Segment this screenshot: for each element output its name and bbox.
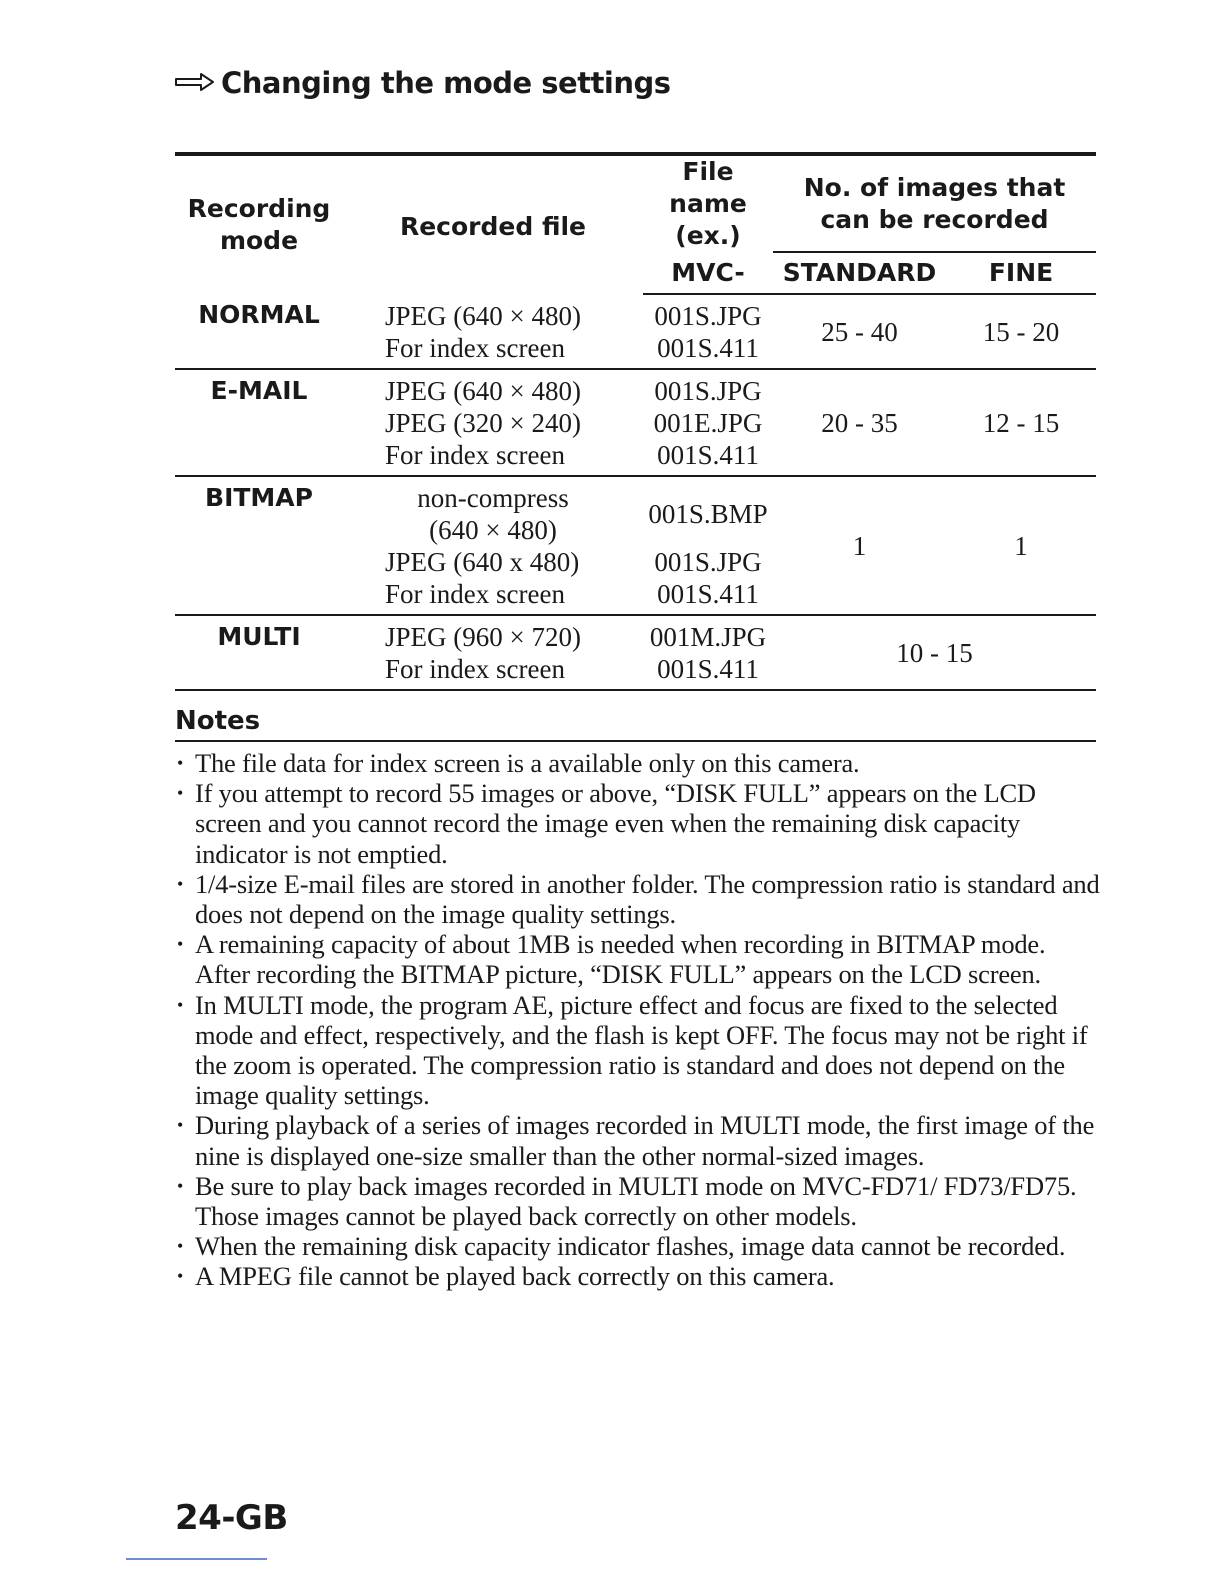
file-line: For index screen — [385, 440, 565, 470]
filename-cell — [643, 615, 773, 690]
note-item — [175, 778, 1105, 869]
header-recorded-file: Recorded file — [343, 154, 643, 294]
mode-cell: E-MAIL — [175, 369, 343, 476]
note-item — [175, 929, 1105, 989]
filename-line: 001M.JPG — [649, 622, 767, 652]
filename-line: 001S.411 — [657, 333, 759, 363]
table-row — [175, 476, 1096, 615]
note-text: A MPEG file cannot be played back correctly on this camera. — [195, 1261, 835, 1292]
header-file-prefix: MVC- — [643, 252, 773, 294]
mode-cell: MULTI — [175, 615, 343, 690]
file-line: JPEG (640 x 480) — [385, 547, 580, 577]
note-item — [175, 1231, 1105, 1261]
combined-count: 10 - 15 — [773, 615, 1096, 690]
file-cell — [343, 476, 643, 615]
bullet-icon: • — [177, 753, 184, 773]
note-text: Be sure to play back images recorded in MULTI mode on MVC-FD71/ FD73/FD75. Those images cannot be played back correctly on other models. — [195, 1170, 1077, 1232]
bullet-icon: • — [177, 934, 184, 955]
page-number: 24-GB — [175, 1498, 288, 1538]
note-item — [175, 869, 1105, 929]
filename-line: 001S.BMP — [648, 499, 768, 529]
file-cell — [343, 369, 643, 476]
file-line: JPEG (640 × 480) — [385, 300, 581, 331]
note-item — [175, 748, 1105, 778]
standard-count: 20 - 35 — [773, 369, 946, 476]
page-title — [175, 66, 671, 100]
file-line: For index screen — [385, 332, 565, 363]
filename-line: 001S.411 — [657, 440, 759, 470]
note-text: The file data for index screen is a available only on this camera. — [195, 748, 860, 778]
filename-line: 001S.411 — [657, 654, 759, 684]
bullet-icon: • — [177, 994, 184, 1015]
header-fine: FINE — [946, 252, 1096, 294]
filename-line: 001S.JPG — [654, 301, 762, 331]
header-image-count: No. of images that can be recorded — [773, 154, 1096, 252]
bullet-icon: • — [177, 783, 184, 804]
table-row — [175, 615, 1096, 690]
note-item — [175, 1171, 1105, 1231]
file-line: JPEG (320 × 240) — [385, 408, 581, 438]
standard-count: 1 — [773, 476, 946, 615]
title-text: Changing the mode settings — [221, 66, 671, 100]
note-text: 1/4-size E-mail files are stored in another folder. The compression ratio is standard and does not depend on the image quality settings. — [195, 868, 1100, 930]
standard-count: 25 - 40 — [773, 294, 946, 369]
filename-cell — [643, 369, 773, 476]
file-line: (640 × 480) — [429, 515, 557, 545]
file-line: JPEG (960 × 720) — [385, 622, 581, 652]
mode-settings-table — [175, 152, 1096, 691]
note-item — [175, 1261, 1105, 1291]
note-text: If you attempt to record 55 images or above, “DISK FULL” appears on the LCD screen and you cannot record the image even when the remaining disk capacity indicator is not emptied. — [195, 778, 1036, 869]
mode-cell: BITMAP — [175, 476, 343, 615]
filename-line: 001E.JPG — [653, 408, 763, 438]
filename-line: 001S.411 — [657, 579, 759, 609]
filename-cell — [643, 294, 773, 369]
filename-cell — [643, 476, 773, 615]
bullet-icon: • — [177, 1236, 184, 1257]
fine-count: 1 — [946, 476, 1096, 615]
note-text: When the remaining disk capacity indicator flashes, image data cannot be recorded. — [195, 1231, 1066, 1262]
arrow-right-outline-icon — [175, 67, 215, 100]
note-item — [175, 990, 1105, 1111]
bullet-icon: • — [177, 1175, 184, 1196]
mode-cell: NORMAL — [175, 294, 343, 369]
notes-list — [175, 748, 1105, 1292]
file-line: For index screen — [385, 654, 565, 684]
notes-heading: Notes — [175, 706, 1096, 742]
header-standard: STANDARD — [773, 252, 946, 294]
bullet-icon: • — [177, 873, 184, 894]
bullet-icon: • — [177, 1115, 184, 1136]
bullet-icon: • — [177, 1266, 184, 1287]
note-text: During playback of a series of images recorded in MULTI mode, the first image of the nine is displayed one-size smaller than the other normal-sized images. — [195, 1110, 1095, 1171]
filename-line: 001S.JPG — [654, 547, 762, 577]
note-item — [175, 1110, 1105, 1170]
footer-rule — [126, 1558, 267, 1560]
filename-line: 001S.JPG — [654, 376, 762, 406]
table-row — [175, 294, 1096, 369]
file-cell — [343, 615, 643, 690]
fine-count: 12 - 15 — [946, 369, 1096, 476]
table-row — [175, 369, 1096, 476]
file-line: For index screen — [385, 579, 565, 609]
header-file-name: File name (ex.) — [643, 154, 773, 252]
header-recording-mode: Recording mode — [175, 154, 343, 294]
note-text: In MULTI mode, the program AE, picture effect and focus are fixed to the selected mode and effect, respectively, and the flash is kept OFF. The focus may not be right if the zoom is operated. The compression ratio is standard and does not depend on the image quality settings. — [195, 989, 1088, 1111]
file-cell — [343, 294, 643, 369]
file-line: non-compress — [417, 483, 569, 513]
fine-count: 15 - 20 — [946, 294, 1096, 369]
note-text: A remaining capacity of about 1MB is needed when recording in BITMAP mode. After recording the BITMAP picture, “DISK FULL” appears on the LCD screen. — [195, 929, 1046, 990]
file-line: JPEG (640 × 480) — [385, 376, 581, 406]
